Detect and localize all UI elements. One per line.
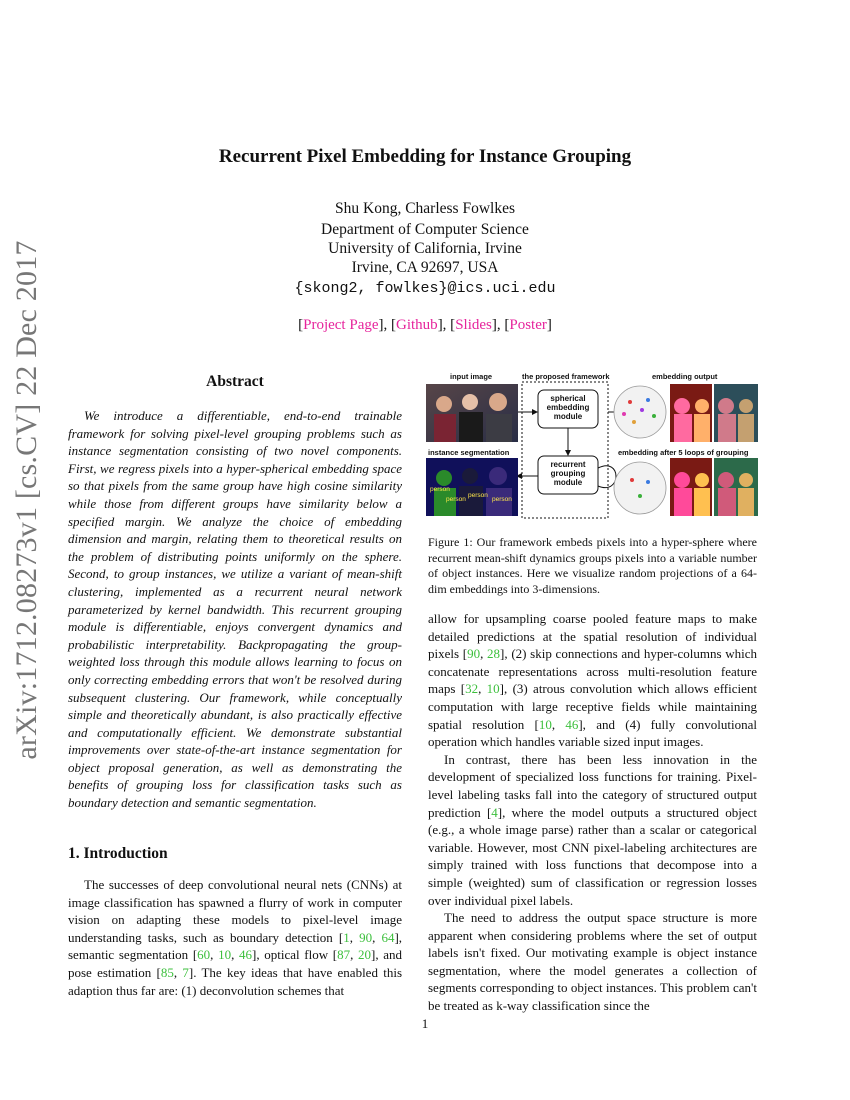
spherical-module-label: spherical embedding module bbox=[546, 394, 590, 421]
paper-title: Recurrent Pixel Embedding for Instance Grouping bbox=[218, 146, 632, 167]
citation[interactable]: 87 bbox=[337, 947, 351, 963]
poster-link[interactable]: Poster bbox=[509, 317, 547, 333]
figure-1 bbox=[426, 372, 758, 522]
citation[interactable]: 46 bbox=[238, 947, 252, 963]
fig-label-embedding: embedding output bbox=[652, 372, 718, 381]
project-page-link[interactable]: Project Page bbox=[303, 317, 379, 333]
citation[interactable]: 10 bbox=[218, 947, 232, 963]
right-paragraph-3: The need to address the output space structure is more apparent when considering problems where the set of output labels isn't fixed. Our motivating example is object instance segmentation, where the model generates a collection of segments corresponding to object instances. This problem can't be treated as k-way classification since the bbox=[428, 910, 757, 1014]
right-column bbox=[428, 610, 757, 1015]
person-label: person bbox=[492, 496, 512, 503]
arxiv-id: arXiv:1712.08273v1 [cs.CV] 22 Dec 2017 bbox=[10, 240, 43, 760]
arxiv-sidebar bbox=[4, 240, 50, 760]
project-links: [Project Page], [Github], [Slides], [Poster] bbox=[298, 317, 552, 333]
intro-paragraph: The successes of deep convolutional neural nets (CNNs) at image classification has spawned a flurry of work in computer vision on adapting these models to pixel-level image understanding tasks, such as boundary detection [1, 90, 64], semantic segmentation [60, 10, 46], optical flow [87, 20], and pose estimation [85, 7]. The key ideas that have enabled this adaption thus far are: (1) deconvolution schemes that bbox=[68, 877, 403, 998]
figure-caption: Figure 1: Our framework embeds pixels into a hyper-sphere where recurrent mean-shift dynamics groups pixels into a variable number of object instances. Here we visualize random projections of a 64-dim embeddings into 3-dimensions. bbox=[428, 535, 757, 596]
citation[interactable]: 90 bbox=[467, 646, 481, 662]
citation[interactable]: 64 bbox=[381, 929, 395, 945]
fig-label-input: input image bbox=[450, 372, 493, 381]
email: {skong2, fowlkes}@ics.uci.edu bbox=[294, 280, 556, 297]
citation[interactable]: 20 bbox=[357, 947, 371, 963]
page-number: 1 bbox=[421, 1016, 429, 1031]
person-label: person bbox=[430, 486, 450, 493]
slides-link[interactable]: Slides bbox=[455, 317, 492, 333]
citation[interactable]: 32 bbox=[465, 681, 479, 697]
citation[interactable]: 7 bbox=[182, 964, 189, 980]
citation[interactable]: 10 bbox=[486, 681, 500, 697]
person-label: person bbox=[446, 496, 466, 503]
citation[interactable]: 90 bbox=[359, 929, 373, 945]
citation[interactable]: 1 bbox=[343, 929, 350, 945]
fig-label-instance: instance segmentation bbox=[428, 448, 510, 457]
citation[interactable]: 46 bbox=[565, 716, 579, 732]
authors: Shu Kong, Charless Fowlkes bbox=[335, 200, 515, 217]
recurrent-module-label: recurrent grouping module bbox=[550, 460, 586, 487]
right-paragraph-2: In contrast, there has been less innovation in the development of specialized loss functions for training. Pixel-level labeling tasks fall into the category of structured output prediction [4], where the model outputs a structured object (e.g., a whole image parse) rather than a scalar or categorical variable. However, most CNN pixel-labeling architectures are simply trained with loss functions that decompose into a simple (weighted) sum of classification or regression losses over individual pixel labels. bbox=[428, 751, 757, 908]
university: University of California, Irvine bbox=[328, 240, 522, 257]
citation[interactable]: 85 bbox=[160, 964, 174, 980]
intro-heading: 1. Introduction bbox=[68, 845, 168, 862]
citation[interactable]: 28 bbox=[487, 646, 501, 662]
citation[interactable]: 4 bbox=[491, 804, 498, 820]
fig-label-framework: the proposed framework bbox=[522, 372, 610, 381]
abstract-text: We introduce a differentiable, end-to-end trainable framework for solving pixel-level grouping problems such as instance segmentation consisting of two novel components. First, we regress pixels into a hyper-spherical embedding space so that pixels from the same group have high cosine similarity while those from different groups have similarity below a specified margin. We analyze the choice of embedding dimension and margin, relating them to theoretical results on the problem of distributing points uniformly on the sphere. Second, to group instances, we utilize a variant of mean-shift clustering, implemented as a recurrent neural network parameterized by kernel bandwidth. This recurrent grouping module is differentiable, enjoys convergent dynamics and probabilistic interpretability. Backpropagating the group-weighted loss through this module allows learning to focus on only correcting embedding errors that won't be resolved during subsequent clustering. Our framework, while conceptually simple and theoretically abundant, is also practically effective and computationally efficient. We demonstrate substantial improvements over state-of-the-art instance segmentation for object proposal generation, as well as demonstrating the benefits of grouping loss for classification tasks such as boundary detection and semantic segmentation. bbox=[68, 408, 402, 811]
citation[interactable]: 60 bbox=[197, 947, 211, 963]
citation[interactable]: 10 bbox=[538, 716, 552, 732]
department: Department of Computer Science bbox=[321, 221, 529, 238]
github-link[interactable]: Github bbox=[396, 317, 438, 333]
right-paragraph-1: allow for upsampling coarse pooled feature maps to make detailed predictions at the spatial resolution of individual pixels [90, 28], (2) skip connections and hyper-columns which concatenate representations across multi-resolution feature maps [32, 10], (3) atrous convolution which allows efficient computation with large receptive fields while maintaining spatial resolution [10, 46], and (4) fully convolutional operation which handles variable sized input images. bbox=[428, 611, 758, 750]
person-label: person bbox=[468, 492, 488, 499]
fig-label-after: embedding after 5 loops of grouping bbox=[618, 448, 749, 457]
abstract-heading: Abstract bbox=[206, 373, 264, 390]
address: Irvine, CA 92697, USA bbox=[351, 259, 499, 276]
